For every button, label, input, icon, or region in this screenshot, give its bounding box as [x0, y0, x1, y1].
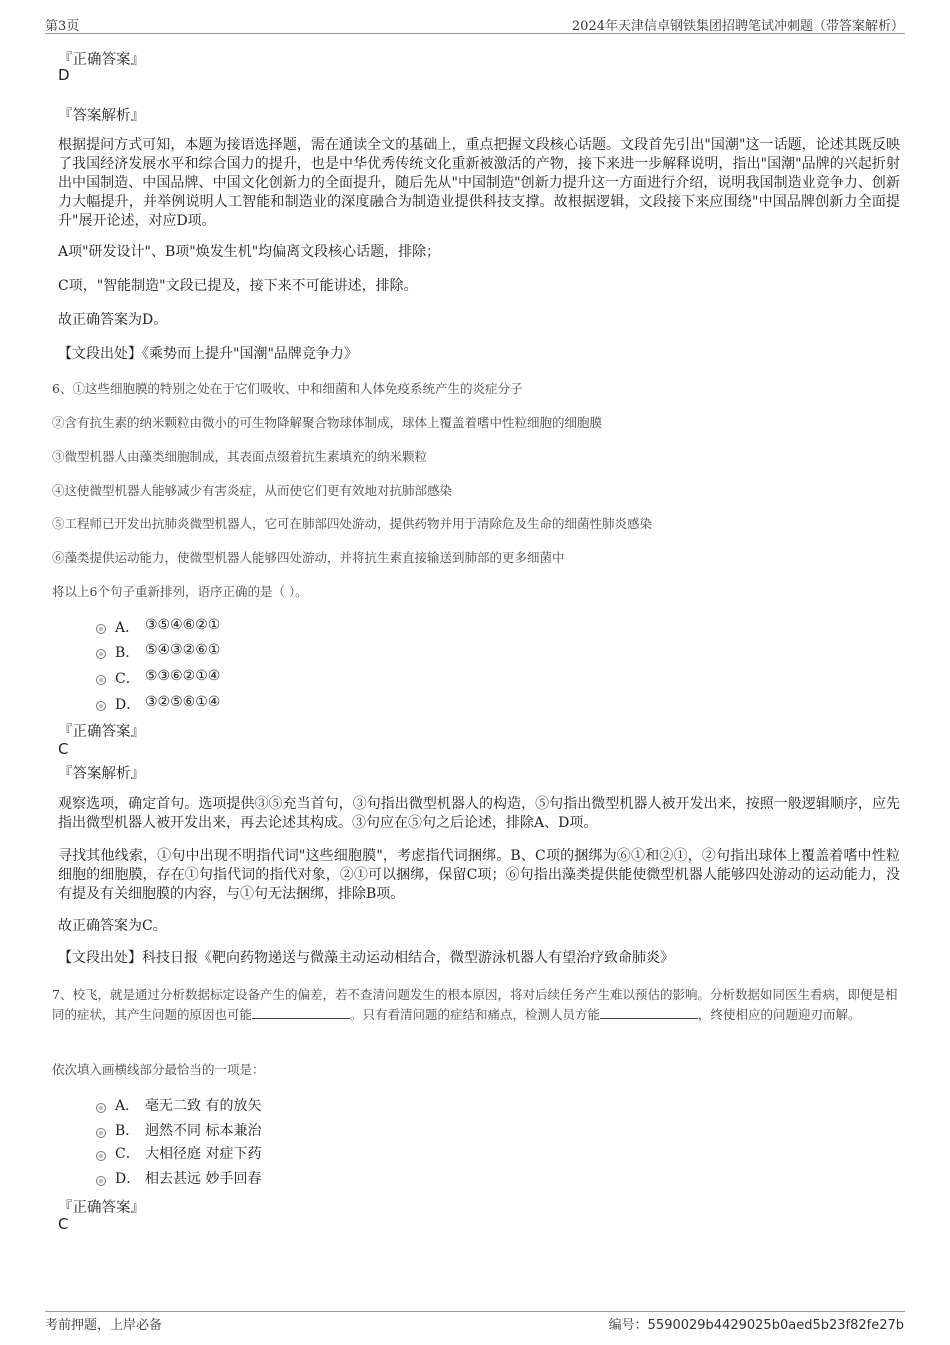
q5-answer: D	[58, 66, 70, 84]
q5-answer-label: 『正确答案』	[58, 52, 145, 68]
q6-option-b-text: ⑤④③②⑥①	[145, 642, 221, 658]
header-divider	[45, 33, 905, 34]
q6-prompt: 将以上6个句子重新排列，语序正确的是（ ）。	[52, 584, 308, 599]
q7-option-c-radio[interactable]	[96, 1151, 106, 1161]
q6-sentence: ④这使微型机器人能够减少有害炎症，从而使它们更有效地对抗肺部感染	[52, 483, 453, 498]
q7-answer: C	[58, 1215, 69, 1233]
footer-code-value: 5590029b4429025b0aed5b23f82fe27b	[647, 1318, 904, 1333]
q7-option-d-key: D．	[115, 1171, 141, 1187]
q6-option-a-key: A．	[115, 620, 140, 636]
q6-sentence: ⑤工程师已开发出抗肺炎微型机器人，它可在肺部四处游动，提供药物并用于清除危及生命的细菌性肺炎感染	[52, 516, 653, 531]
q6-option-c-radio[interactable]	[96, 675, 106, 685]
q5-analysis-paragraph: 根据提问方式可知，本题为接语选择题，需在通读全文的基础上，重点把握文段核心话题。文段首先引出"国潮"这一话题，论述其既反映了我国经济发展水平和综合国力的提升，也是中华优秀传统文化重新被激活的产物，接下来进一步解释说明，指出"国潮"品牌的兴起折射出中国制造、中国品牌、中国文化创新力的全面提升，随后先从"中国制造"创新力提升这一方面进行介绍，说明我国制造业竞争力、创新力大幅提升，并举例说明人工智能和制造业的深度融合为制造业提供科技支撑。故根据逻辑，文段接下来应围绕"中国品牌创新力全面提升"展开论述，对应D项。	[58, 137, 900, 229]
q6-option-c-text: ⑤③⑥②①④	[145, 668, 221, 684]
q7-prompt: 依次填入画横线部分最恰当的一项是：	[52, 1062, 265, 1077]
q6-analysis-label: 『答案解析』	[58, 766, 145, 782]
q6-analysis-paragraph: 观察选项，确定首句。选项提供③⑤充当首句，③句指出微型机器人的构造，⑤句指出微型机器人被开发出来，按照一般逻辑顺序，应先指出微型机器人被开发出来，再去论述其构成。③句应在⑤句之后论述，排除A、D项。	[58, 796, 900, 831]
q6-sentence: ③微型机器人由藻类细胞制成，其表面点缀着抗生素填充的纳米颗粒	[52, 449, 428, 464]
q5-analysis-paragraph: C项，"智能制造"文段已提及，接下来不可能讲述，排除。	[58, 278, 418, 294]
q6-option-a-text: ③⑤④⑥②①	[145, 617, 221, 633]
q7-option-b-radio[interactable]	[96, 1128, 106, 1138]
q6-source: 【文段出处】科技日报《靶向药物递送与微藻主动运动相结合，微型游泳机器人有望治疗致命肺炎》	[58, 950, 674, 966]
q7-text-part-c: ，终使相应的问题迎刃而解。	[698, 1007, 861, 1022]
q6-option-c-key: C．	[115, 671, 140, 687]
q7-answer-label: 『正确答案』	[58, 1200, 145, 1216]
q5-source: 【文段出处】《乘势而上提升"国潮"品牌竞争力》	[58, 346, 358, 362]
q5-analysis-conclusion: 故正确答案为D。	[58, 312, 168, 328]
q6-answer-label: 『正确答案』	[58, 724, 145, 740]
q7-option-d-radio[interactable]	[96, 1176, 106, 1186]
q6-option-b-radio[interactable]	[96, 649, 106, 659]
q7-text-part-a: 7、校飞，就是通过分析数据标定设备产生的偏差，若不查清问题发生的根本原因，将对后续任务产生难以预估的影响。分析数据如同医生看病，即便是相同的症状，其产生问题的原因也可能	[52, 987, 898, 1022]
q7-option-a-text: 毫无二致 有的放矢	[145, 1098, 262, 1114]
footer-slogan: 考前押题，上岸必备	[45, 1318, 163, 1333]
q7-blank-1[interactable]	[252, 1006, 350, 1019]
document-title: 2024年天津信卓钢铁集团招聘笔试冲刺题（带答案解析）	[571, 19, 904, 34]
q6-option-b-key: B．	[115, 645, 140, 661]
q7-blank-2[interactable]	[600, 1006, 698, 1019]
q6-analysis-conclusion: 故正确答案为C。	[58, 918, 167, 934]
q6-option-d-key: D．	[115, 697, 141, 713]
q7-option-d-text: 相去甚远 妙手回春	[145, 1171, 262, 1187]
footer-code-label: 编号：	[608, 1318, 648, 1333]
q5-analysis-label: 『答案解析』	[58, 108, 145, 124]
q6-option-a-radio[interactable]	[96, 624, 106, 634]
q7-option-c-text: 大相径庭 对症下药	[145, 1146, 262, 1162]
footer-divider	[45, 1311, 905, 1312]
page-number: 第3页	[45, 19, 80, 34]
q7-option-c-key: C．	[115, 1146, 140, 1162]
q6-analysis-paragraph: 寻找其他线索，①句中出现不明指代词"这些细胞膜"，考虑指代词捆绑。B、C项的捆绑为⑥①和②①，②句指出球体上覆盖着嗜中性粒细胞的细胞膜，存在①句指代词的指代对象，②①可以捆绑，保留C项；⑥句指出藻类提供能使微型机器人能够四处游动的运动能力，没有提及有关细胞膜的内容，与①句无法捆绑，排除B项。	[58, 848, 900, 902]
q7-question-text	[52, 985, 900, 1025]
footer-code	[609, 1314, 904, 1333]
q7-option-b-text: 迥然不同 标本兼治	[145, 1123, 262, 1139]
q6-option-d-text: ③②⑤⑥①④	[145, 694, 221, 710]
q6-answer: C	[58, 740, 69, 758]
q6-sentence: 6、①这些细胞膜的特别之处在于它们吸收、中和细菌和人体免疫系统产生的炎症分子	[52, 381, 523, 396]
q7-option-a-key: A．	[115, 1098, 140, 1114]
q7-option-a-radio[interactable]	[96, 1103, 106, 1113]
q6-sentence: ⑥藻类提供运动能力，使微型机器人能够四处游动，并将抗生素直接输送到肺部的更多细菌中	[52, 550, 565, 565]
q6-sentence: ②含有抗生素的纳米颗粒由微小的可生物降解聚合物球体制成，球体上覆盖着嗜中性粒细胞的细胞膜	[52, 415, 603, 430]
q7-option-b-key: B．	[115, 1123, 140, 1139]
q5-analysis-paragraph: A项"研发设计"、B项"焕发生机"均偏离文段核心话题，排除；	[58, 244, 441, 260]
q7-text-part-b: 。只有看清问题的症结和痛点，检测人员方能	[350, 1007, 601, 1022]
q6-option-d-radio[interactable]	[96, 701, 106, 711]
